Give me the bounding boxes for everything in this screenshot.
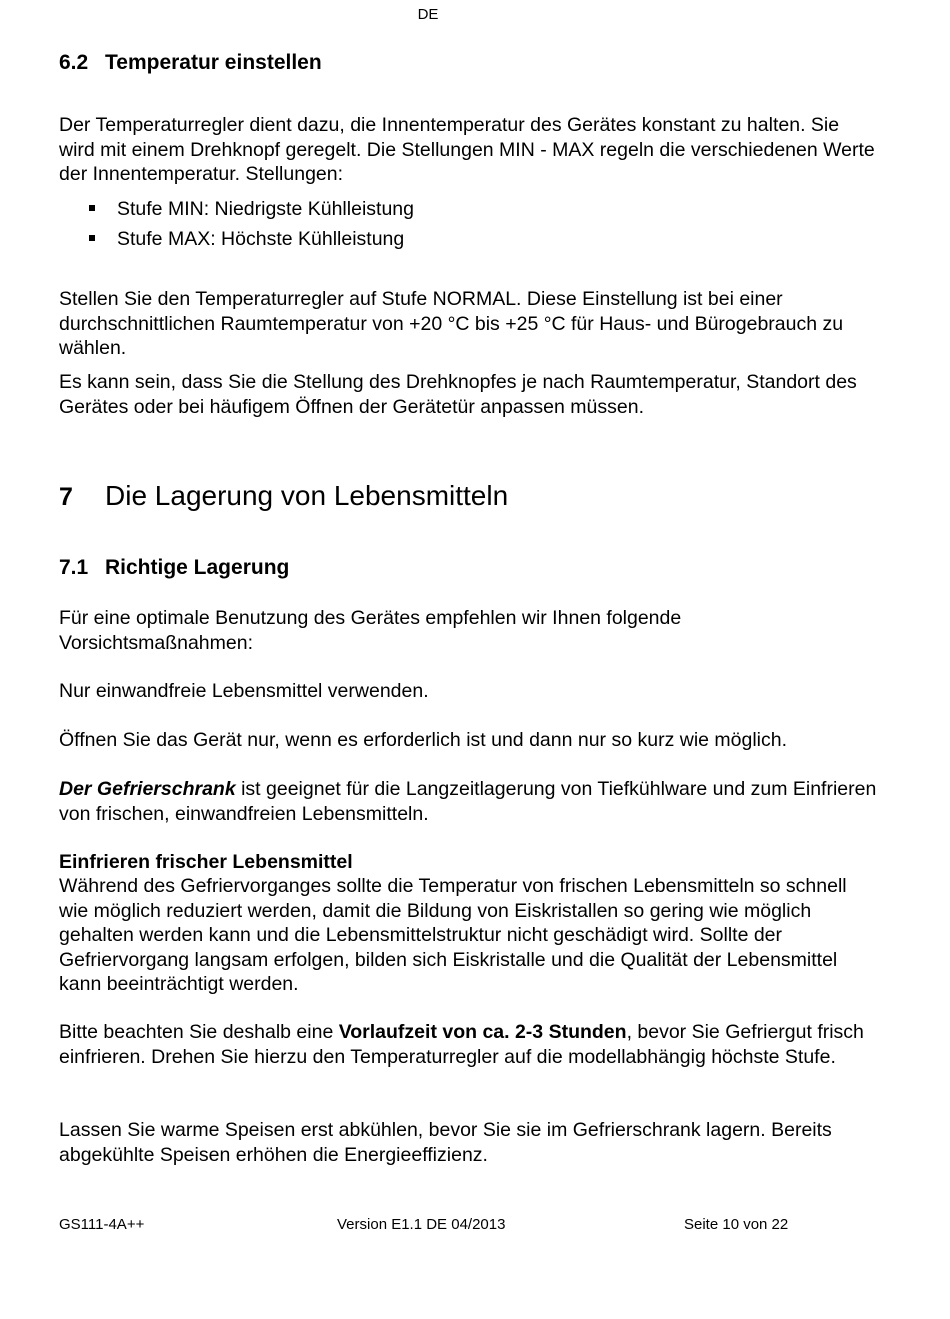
paragraph: Stellen Sie den Temperaturregler auf Stufe NORMAL. Diese Einstellung ist bei einer durchschnittlichen Raumtemperatur von +20 °C bis +25 °C für Haus- und Bürogebrauch zu wählen. — [59, 288, 844, 359]
section-6-2-heading — [59, 51, 322, 75]
paragraph: Öffnen Sie das Gerät nur, wenn es erforderlich ist und dann nur so kurz wie möglich. — [59, 729, 788, 751]
bold-text: Vorlaufzeit von ca. 2-3 Stunden — [338, 1021, 627, 1043]
bullet-list — [59, 194, 414, 254]
bullet-square-icon — [89, 205, 95, 211]
paragraph: Während des Gefriervorganges sollte die Temperatur von frischen Lebensmitteln so schnell wie möglich reduziert werden, damit die Bildung von Eiskristallen so gering wie möglich gehalten werden kann und die Lebensmittelstruktur nicht geschädigt wird. Sollte der Gefriervorgang langsam erfolgen, bilden sich Eiskristalle und die Qualität der Lebensmittel kann beeinträchtigt werden. — [59, 875, 847, 995]
paragraph: Bitte beachten Sie deshalb eine Vorlaufzeit von ca. 2-3 Stunden, bevor Sie Gefriergut frisch einfrieren. Drehen Sie hierzu den Temperaturregler auf die modellabhängig höchste Stufe. — [59, 1021, 864, 1068]
paragraph: Der Gefrierschrank ist geeignet für die Langzeitlagerung von Tiefkühlware und zum Einfrieren von frischen, einwandfreien Lebensmitteln. — [59, 778, 877, 825]
language-header: DE — [417, 6, 439, 23]
section-number: 6.2 — [59, 51, 89, 74]
footer-version: Version E1.1 DE 04/2013 — [337, 1216, 506, 1233]
section-title: Richtige Lagerung — [105, 556, 290, 579]
list-item: Stufe MIN: Niedrigste Kühlleistung — [59, 194, 414, 224]
section-title: Temperatur einstellen — [105, 51, 322, 74]
paragraph: Nur einwandfreie Lebensmittel verwenden. — [59, 680, 429, 702]
chapter-7-heading — [59, 480, 508, 512]
emphasis-text: Der Gefrierschrank — [59, 778, 236, 800]
chapter-number: 7 — [59, 483, 73, 511]
footer-page-number: Seite 10 von 22 — [684, 1216, 789, 1233]
paragraph: Lassen Sie warme Speisen erst abkühlen, bevor Sie sie im Gefrierschrank lagern. Bereits abgekühlte Speisen erhöhen die Energieeffizienz. — [59, 1119, 832, 1166]
chapter-title: Die Lagerung von Lebensmitteln — [105, 480, 509, 511]
section-number: 7.1 — [59, 556, 89, 579]
bullet-square-icon — [89, 235, 95, 241]
paragraph: Für eine optimale Benutzung des Gerätes empfehlen wir Ihnen folgende Vorsichtsmaßnahmen: — [59, 607, 682, 654]
paragraph: Der Temperaturregler dient dazu, die Innentemperatur des Gerätes konstant zu halten. Sie wird mit einem Drehknopf geregelt. Die Stellungen MIN - MAX regeln die verschiedenen Werte der Innentemperatur. Stellungen: — [59, 114, 875, 185]
paragraph: Es kann sein, dass Sie die Stellung des Drehknopfes je nach Raumtemperatur, Standort des Gerätes oder bei häufigem Öffnen der Gerätetür anpassen müssen. — [59, 371, 857, 418]
subheading: Einfrieren frischer Lebensmittel — [59, 851, 353, 873]
section-7-1-heading — [59, 556, 289, 580]
footer-model: GS111-4A++ — [59, 1216, 145, 1233]
list-item: Stufe MAX: Höchste Kühlleistung — [59, 224, 414, 254]
